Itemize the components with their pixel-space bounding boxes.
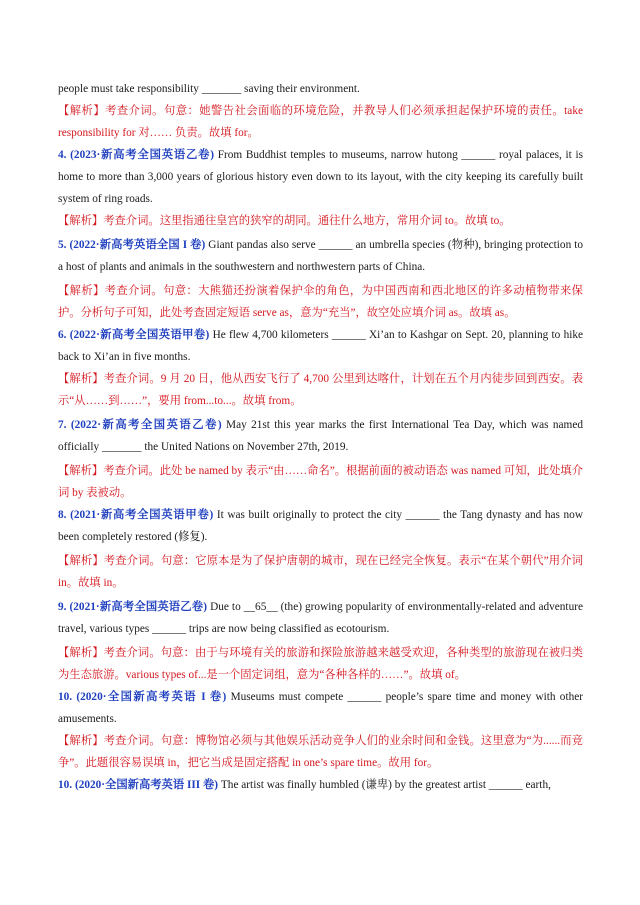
analysis-6 <box>58 368 583 412</box>
question-text: Due to __65__ (the) growing popularity of environmentally-related and adventure travel, various types ______ trips are now being classified as ecotourism. <box>58 601 583 635</box>
question-number: 5. <box>58 239 67 251</box>
question-4 <box>58 144 583 210</box>
question-source: (2021·新高考全国英语乙卷) <box>69 601 208 613</box>
analysis-text: 考查介词。句意：由于与环境有关的旅游和探险旅游越来越受欢迎，各种类型的旅游现在被归类为生态旅游。various types of...是一个固定词组，意为“各种各样的……”。故填 of。 <box>58 647 583 681</box>
analysis-tag: 【解析】 <box>58 555 104 567</box>
analysis-tag: 【解析】 <box>58 647 104 659</box>
question-5 <box>58 234 583 278</box>
question-8 <box>58 504 583 548</box>
analysis-9 <box>58 642 583 686</box>
question-source: (2023·新高考全国英语乙卷) <box>70 149 215 161</box>
question-number: 10. <box>58 691 73 703</box>
analysis-10 <box>58 730 583 774</box>
question-source: (2022·新高考全国英语乙卷) <box>70 419 222 431</box>
question-7 <box>58 414 583 458</box>
analysis-tag: 【解析】 <box>58 735 104 747</box>
question-number: 10. <box>58 779 73 791</box>
question-source: (2020·全国新高考英语 III 卷) <box>74 779 219 791</box>
analysis-text: 考查介词。9 月 20 日，他从西安飞行了 4,700 公里到达喀什，计划在五个月内徒步回到西安。表示“从……到……”，要用 from...to...。故填 from。 <box>58 373 583 407</box>
analysis-text: 考查介词。句意：大熊猫还扮演着保护伞的角色，为中国西南和西北地区的许多动植物带来保护。分析句子可知，此处考查固定短语 serve as，意为“充当”，故空处应填介词 as。故填 as。 <box>58 285 583 319</box>
question-source: (2020·全国新高考英语 I 卷) <box>76 691 227 703</box>
question-number: 7. <box>58 419 67 431</box>
question-9 <box>58 596 583 640</box>
question-number: 6. <box>58 329 67 341</box>
analysis-text: 考查介词。这里指通往皇宫的狭窄的胡同。通往什么地方，常用介词 to。故填 to。 <box>103 215 511 227</box>
analysis-tag: 【解析】 <box>58 105 106 117</box>
analysis-text: 考查介词。句意：它原本是为了保护唐朝的城市，现在已经完全恢复。表示“在某个朝代”用介词 in。故填 in。 <box>58 555 583 589</box>
question-number: 4. <box>58 149 67 161</box>
question-text: people must take responsibility _______ saving their environment. <box>58 83 360 95</box>
question-text: May 21st this year marks the first International Tea Day, which was named officially _______ the United Nations on November 27th, 2019. <box>58 419 583 453</box>
question-source: (2022·新高考全国英语甲卷) <box>69 329 210 341</box>
question-text: The artist was finally humbled (谦卑) by the greatest artist ______ earth, <box>220 779 551 791</box>
question-number: 9. <box>58 601 67 613</box>
question-source: (2022·新高考英语全国 I 卷) <box>69 239 206 251</box>
question-text: Museums must compete ______ people’s spare time and money with other amusements. <box>58 691 584 725</box>
analysis-text: 考查介词。句意：她警告社会面临的环境危险，并教导人们必须承担起保护环境的责任。take responsibility for 对…… 负责。故填 for。 <box>58 105 583 139</box>
question-text: From Buddhist temples to museums, narrow hutong ______ royal palaces, it is home to more than 3,000 years of glorious history even down to its layout, with the city keeping its carefully built system of ring roads. <box>58 149 584 205</box>
question-source: (2021·新高考全国英语甲卷) <box>70 509 214 521</box>
analysis-5 <box>58 280 583 324</box>
analysis-text: 考查介词。此处 be named by 表示“由……命名”。根据前面的被动语态 was named 可知，此处填介词 by 表被动。 <box>58 465 583 499</box>
analysis-tag: 【解析】 <box>58 285 105 297</box>
analysis-text: 考查介词。句意：博物馆必须与其他娱乐活动竞争人们的业余时间和金钱。这里意为“为......而竞争”。此题很容易误填 in，把它当成是固定搭配 in one’s spare time。故用 for。 <box>58 735 583 769</box>
question-text: He flew 4,700 kilometers ______ Xi’an to Kashgar on Sept. 20, planning to hike back to Xi’an in five months. <box>58 329 584 363</box>
document-body <box>58 78 583 796</box>
question-3-tail <box>58 78 583 100</box>
analysis-tag: 【解析】 <box>58 215 104 227</box>
question-6 <box>58 324 583 368</box>
analysis-tag: 【解析】 <box>58 373 104 385</box>
analysis-4 <box>58 210 583 232</box>
question-text: It was built originally to protect the city ______ the Tang dynasty and has now been completely restored (修复). <box>58 509 583 543</box>
question-10 <box>58 686 583 730</box>
analysis-3 <box>58 100 583 144</box>
analysis-8 <box>58 550 583 594</box>
question-10b <box>58 774 583 796</box>
analysis-7 <box>58 460 583 504</box>
question-text: Giant pandas also serve ______ an umbrella species (物种), bringing protection to a host of plants and animals in the southwestern and northwestern parts of China. <box>58 239 583 273</box>
analysis-tag: 【解析】 <box>58 465 104 477</box>
question-number: 8. <box>58 509 67 521</box>
